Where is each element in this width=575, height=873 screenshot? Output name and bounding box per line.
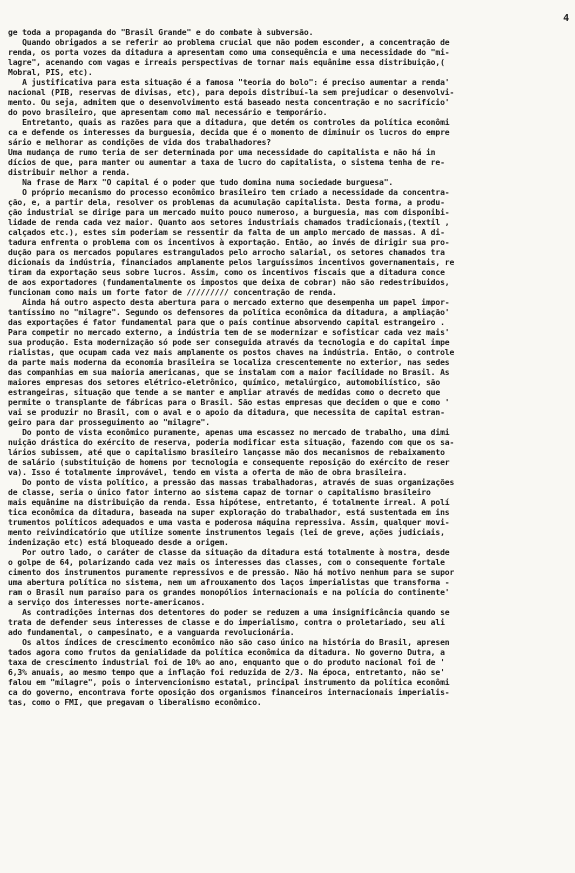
text-line: Os altos índices de crescimento econômico não são caso único na história do Brasil, apresen <box>8 638 450 647</box>
text-line: de salário (substituição de homens por tecnologia e consequente reposição do exército de reser <box>8 458 450 467</box>
text-line: tadura enfrenta o problema com os incentivos à exportação. Então, ao invés de dirigir sua pro- <box>8 238 450 247</box>
text-line: ca do governo, encontrava forte oposição dos organismos financeiros internacionais imperialis- <box>8 688 450 697</box>
text-line: mais equânime na distribuição da renda. Essa hipótese, entretanto, é totalmente irreal. A polí <box>8 498 450 507</box>
text-line: Do ponto de vista econômico puramente, apenas uma escassez no mercado de trabalho, uma dimi <box>8 428 450 437</box>
text-line: nuição drástica do exército de reserva, poderia modificar esta situação, fazendo com que os sa- <box>8 438 455 447</box>
text-line: funcionam como mais um forte fator de ///////// concentração de renda. <box>8 288 337 297</box>
text-line: calçados etc.), estes sim poderiam se ressentir da falta de um amplo mercado de massas. A di- <box>8 228 445 237</box>
text-line: maiores empresas dos setores elétrico-eletrônico, químico, metalúrgico, automobilístico, são <box>8 378 441 387</box>
text-line: ção industrial se dirige para um mercado muito pouco numeroso, a burguesia, mas com disponibi- <box>8 208 450 217</box>
text-line: tas, como o FMI, que pregavam o liberalismo econômico. <box>8 698 262 707</box>
document-body <box>8 28 564 708</box>
text-line: trumentos políticos adequados e uma vasta e poderosa máquina repressiva. Assim, qualquer movi- <box>8 518 450 527</box>
text-line: ca e defende os interesses da burguesia, decida que é o momento de diminuir os lucros do empre <box>8 128 450 137</box>
text-line: da parte mais moderna da economia brasileira se localiza crescentemente no exterior, nas sedes <box>8 358 450 367</box>
text-line: distribuir melhor a renda. <box>8 168 131 177</box>
text-line: Do ponto de vista político, a pressão das massas trabalhadoras, através de suas organizações <box>8 478 455 487</box>
text-line: de classe, seria o único fator interno ao sistema capaz de tornar o capitalismo brasileiro <box>8 488 431 497</box>
text-line: estrangeiras, situação que tende a se manter e ampliar através de medidas como o decreto que <box>8 388 441 397</box>
text-line: falou em "milagre", pois o intervencionismo estatal, principal instrumento da política econômi <box>8 678 450 687</box>
text-line: a serviço dos interesses norte-americanos. <box>8 598 206 607</box>
text-line: dicionais da indústria, financiados amplamente pelos larguíssimos incentivos governamentais, re <box>8 258 455 267</box>
text-line: geiro para dar prosseguimento ao "milagre". <box>8 418 210 427</box>
text-line: rialistas, que ocupam cada vez mais amplamente os postos chaves na indústria. Então, o controle <box>8 348 455 357</box>
page-number: 4 <box>563 13 569 24</box>
text-line: ge toda a propaganda do "Brasil Grande" e do combate à subversão. <box>8 28 314 37</box>
text-line: nacional (PIB, reservas de divisas, etc), para depois distribuí-la sem prejudicar o desenvolvi- <box>8 88 455 97</box>
text-line: tica econômica da ditadura, baseada na super exploração do trabalhador, está sustentada em ins <box>8 508 450 517</box>
text-line: Quando obrigados a se referir ao problema crucial que não podem esconder, a concentração de <box>8 38 450 47</box>
text-line: Uma mudança de rumo teria de ser determinada por uma necessidade do capitalista e não há in <box>8 148 436 157</box>
text-line: lidade de renda cada vez maior. Quanto aos setores industriais chamados tradicionais,(textil , <box>8 218 450 227</box>
text-line: mento reivindicatório que utilize somente instrumentos legais (lei de greve, ações judiciais, <box>8 528 445 537</box>
text-line: O próprio mecanismo do processo econômico brasileiro tem criado a necessidade da concentra- <box>8 188 450 197</box>
text-line: Entretanto, quais as razões para que a ditadura, que detém os controles da política econômi <box>8 118 450 127</box>
text-line: uma abertura política no sistema, nem um afrouxamento dos laços imperialistas que transforma - <box>8 578 450 587</box>
text-line: das companhias em sua maioria americanas, que se instalam com a maior facilidade no Brasil. As <box>8 368 450 377</box>
text-line: sua produção. Esta modernização só pode ser conseguida através da tecnologia e do capital impe <box>8 338 450 347</box>
text-line: permite o transplante de fábricas para o Brasil. São estas empresas que decidem o que e como ' <box>8 398 450 407</box>
text-line: dícios de que, para manter ou aumentar a taxa de lucro do capitalista, o sistema tenha de re- <box>8 158 445 167</box>
text-line: taxa de crescimento industrial foi de 10% ao ano, enquanto que o do produto nacional foi de ' <box>8 658 445 667</box>
text-line: tados agora como frutos da genialidade da política econômica da ditadura. No governo Dutra, a <box>8 648 445 657</box>
text-line: va). Isso é totalmente improvável, tendo em vista a oferta de mão de obra brasileira. <box>8 468 408 477</box>
text-line: sário e melhorar as condições de vida dos trabalhadores? <box>8 138 271 147</box>
text-line: tiram da exportação seus sobre lucros. Assim, como os incentivos fiscais que a ditadura conce <box>8 268 445 277</box>
text-line: ado fundamental, o campesinato, e a vanguarda revolucionária. <box>8 628 295 637</box>
text-line: A justificativa para esta situação é a famosa "teoria do bolo": é preciso aumentar a renda' <box>8 78 450 87</box>
text-line: Por outro lado, o caráter de classe da situação da ditadura está totalmente à mostra, desde <box>8 548 450 557</box>
text-line: Ainda há outro aspecto desta abertura para o mercado externo que desempenha um papel impor- <box>8 298 450 307</box>
text-line: cimento dos instrumentos puramente repressivos e de pressão. Não há motivo nenhum para se supor <box>8 568 455 577</box>
text-line: As contradições internas dos detentores do poder se reduzem a uma insignificância quando se <box>8 608 450 617</box>
text-line: renda, os porta vozes da ditadura a apresentam como uma consequência e uma necessidade do "mi- <box>8 48 450 57</box>
text-line: indenização etc) está bloqueado desde a origem. <box>8 538 229 547</box>
text-line: de aos exportadores (fundamentalmente os impostos que deixa de cobrar) não são redestribuidos, <box>8 278 450 287</box>
text-line: Mobral, PIS, etc). <box>8 68 93 77</box>
text-line: mento. Ou seja, admitem que o desenvolvimento está baseado nesta concentração e no sacrifício' <box>8 98 450 107</box>
text-line: lagre", acenando com vagas e irreais perspectivas de tornar mais equânime essa distribuição,( <box>8 58 445 67</box>
text-line: ram o Brasil num paraíso para os grandes monopólios internacionais e na polícia do continente' <box>8 588 450 597</box>
text-line: Na frase de Marx "O capital é o poder que tudo domina numa sociedade burguesa". <box>8 178 394 187</box>
text-line: o golpe de 64, polarizando cada vez mais os interesses das classes, com o consequente fortale <box>8 558 445 567</box>
text-line: vai se produzir no Brasil, com o aval e o apoio da ditadura, que necessita de capital estran- <box>8 408 445 417</box>
text-line: 6,3% anuais, ao mesmo tempo que a inflação foi reduzida de 2/3. Na época, entretanto, não se' <box>8 668 445 677</box>
text-line: lários subissem, até que o capitalismo brasileiro lançasse mão dos mecanismos de rebaixamento <box>8 448 445 457</box>
text-line: do povo brasileiro, que apresentam como mal necessário e temporário. <box>8 108 328 117</box>
text-line: das exportações é fator fundamental para que o país continue absorvendo capital estrangeiro . <box>8 318 445 327</box>
text-line: dução para os mercados populares estrangulados pelo arrocho salarial, os setores chamados tra <box>8 248 445 257</box>
text-line: tantíssimo no "milagre". Segundo os defensores da política econômica da ditadura, a ampliação' <box>8 308 450 317</box>
text-line: ção, e, a partir dela, resolver os problemas da acumulação capitalista. Desta forma, a produ- <box>8 198 445 207</box>
text-line: trata de defender seus interesses de classe e do imperialismo, contra o proletariado, seu ali <box>8 618 445 627</box>
text-line: Para competir no mercado externo, a indústria tem de se modernizar e sofisticar cada vez mais' <box>8 328 450 337</box>
